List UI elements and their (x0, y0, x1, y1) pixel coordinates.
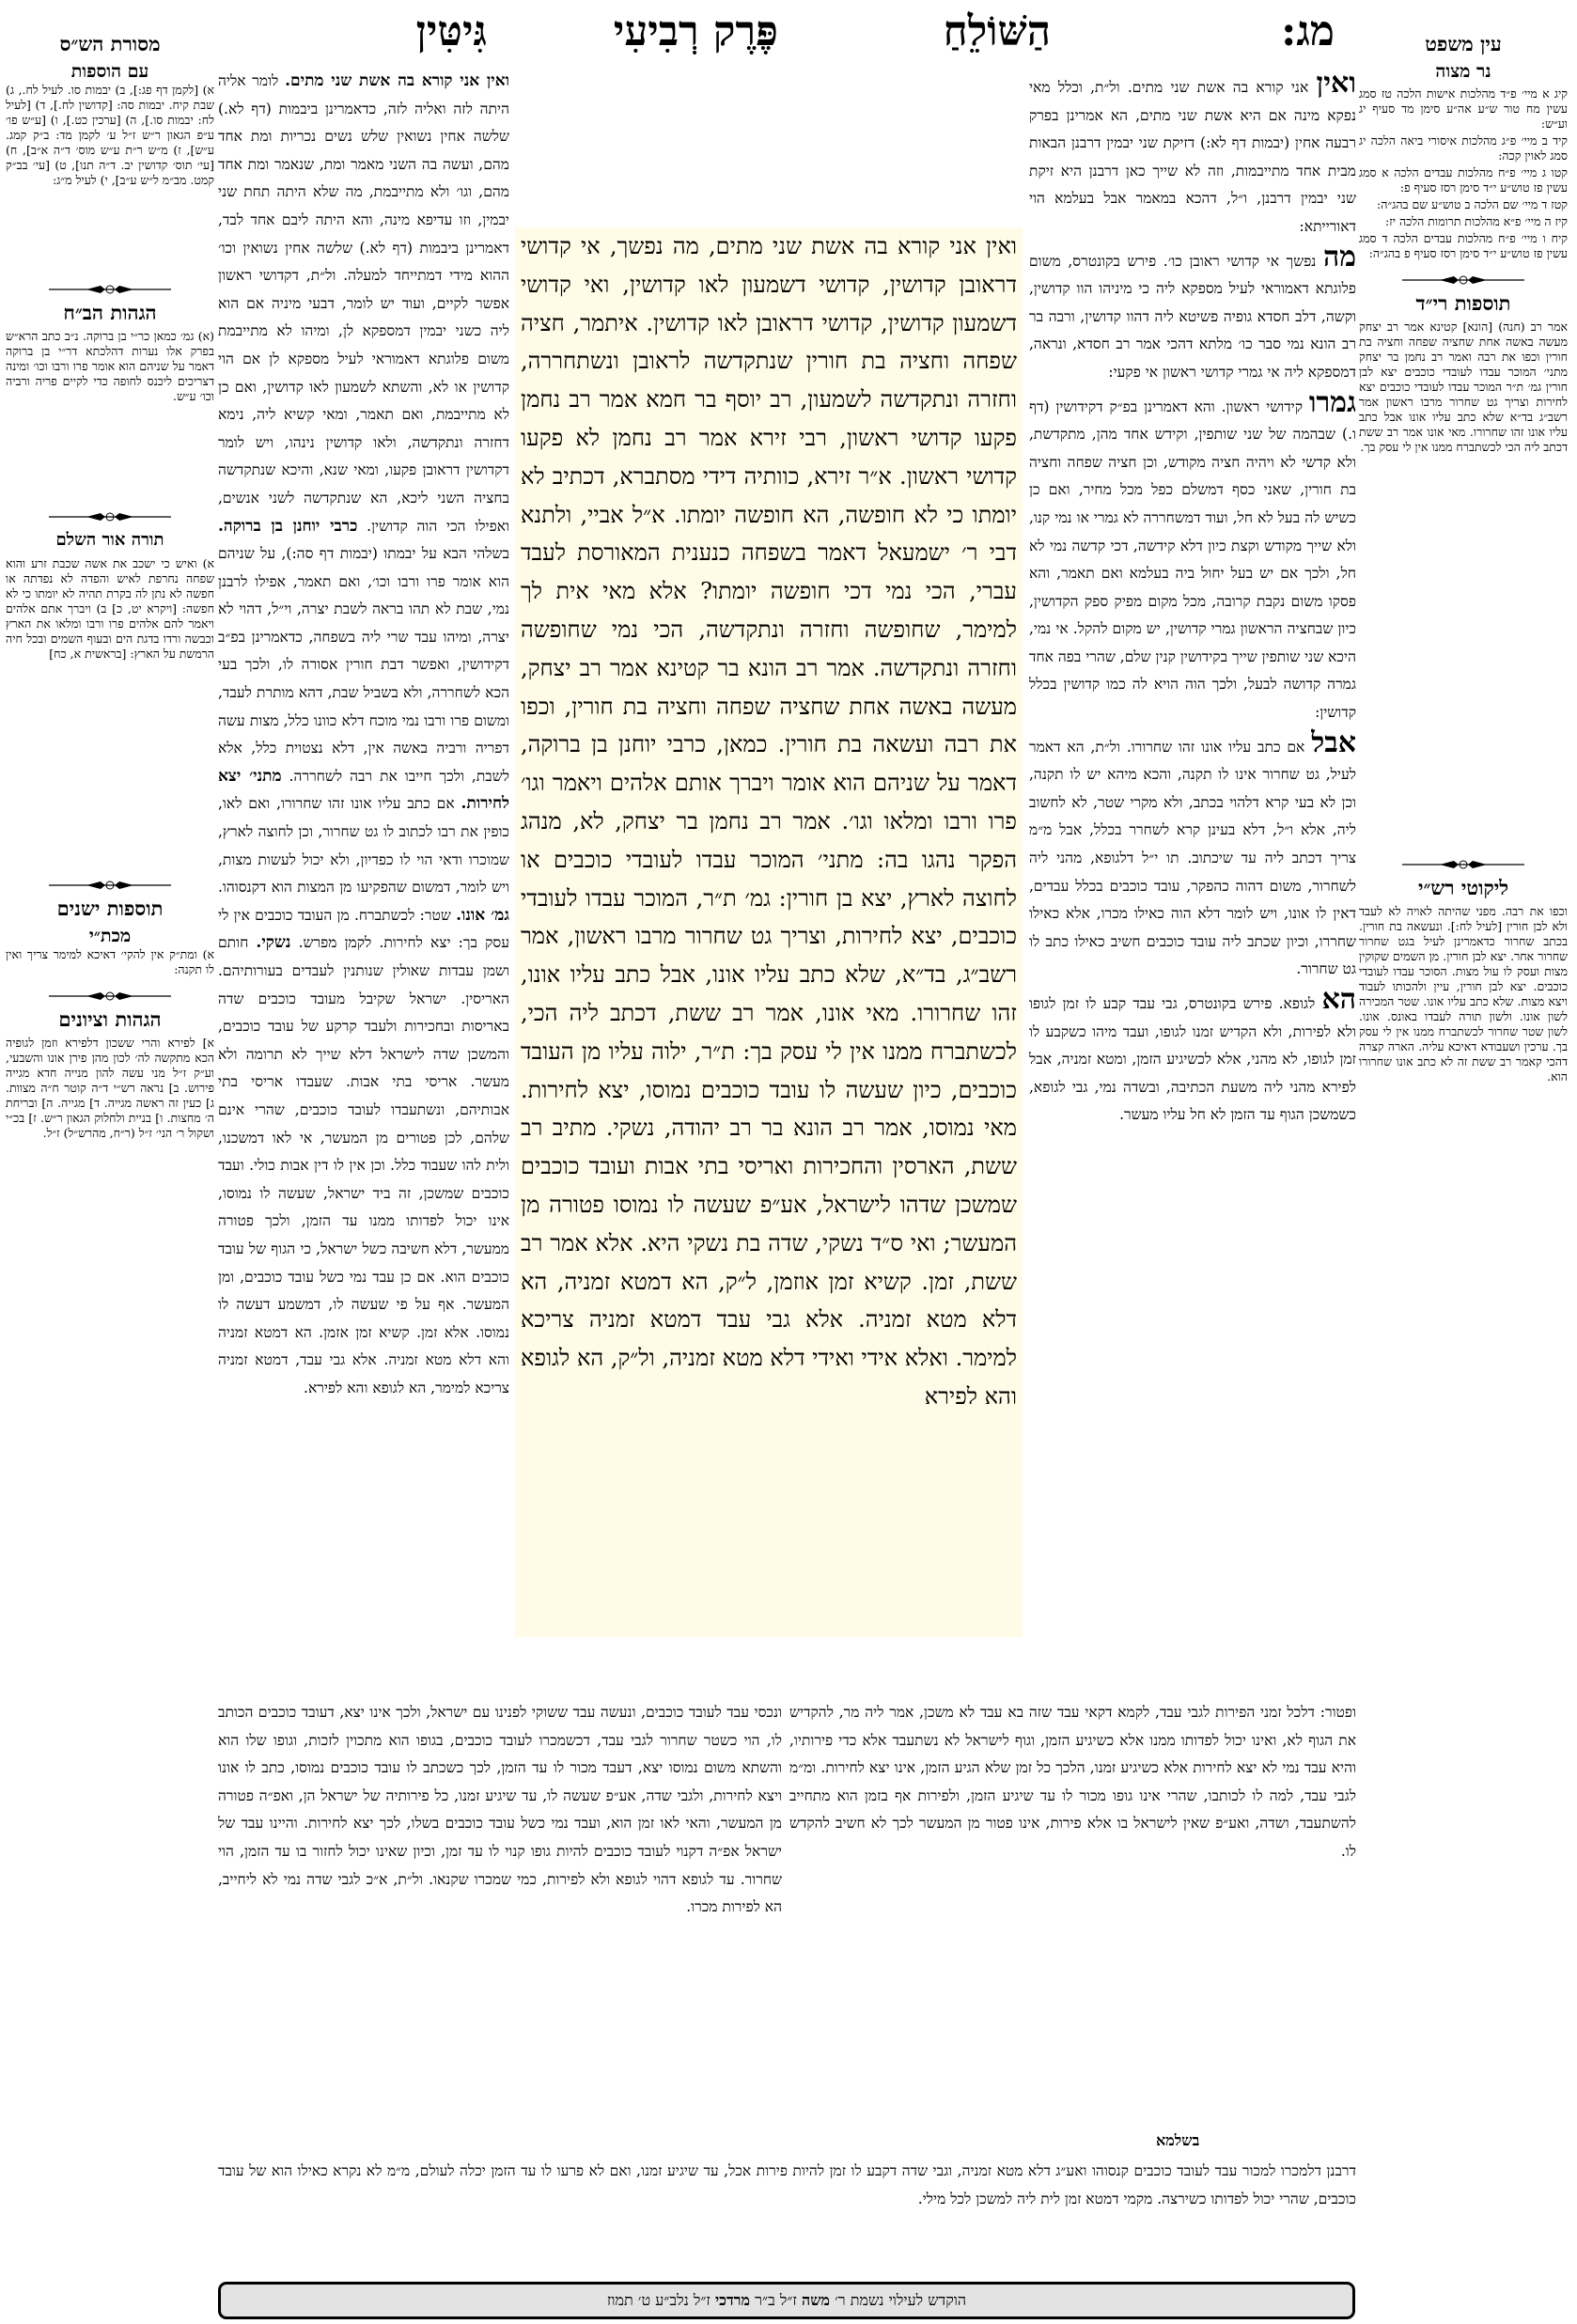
tosafot-text: שטר: לכשתברח. מן העובד כוכבים אין לי עסק בך: יצא לחירות. לקמן מפרש. (218, 906, 509, 952)
tosafot-text: בשלהי הבא על יבמתו (יבמות דף סה:), על שניהם הוא אומר פרו ורבו וכו׳, ואם תאמר, אפילו לרבנן נמי, שבת לא תהו בראה לשבת יצרה, וי״ל, דהוי לא יצרה, ומיהו עבד שרי ליה בשפחה, כדאמרינן בפ״ב דקידושין, ואפשר דבת חורין אסורה לו, ולכך בעי הכא לשחררה, ולא בשביל שבת, דהא מותרת לעבד, ומשום פרו ורבו נמי מוכח דלא כוונו כלל, מצות עשה דפריה ורביה באשה אין, דלא נצטוית כלל, אלא לשבת, ולכך חייבו את רבה לשחררה. (218, 545, 509, 785)
tosafot-text: לומר אליה היתה לזה ואליה לזה, כדאמרינן ביבמות (דף לא.) שלשה אחין נשואין שלש נשים נכריות ומת אחד מהם, ועשה בה השני מאמר ומת, שנאמר ומת אחד מהם, וגו׳ ולא מתייבמת, מה שלא היתה תחת שני יבמין, וזו עדיפא מינה, והא היתה ליבם אחד לבד, דאמרינן ביבמות (דף לא.) שלשה אחין נשואין וכו׳ ההוא מידי דמתייחד למעלה. ול״ת, דקדושי ראשון אפשר לקיים, ועוד יש לומר, דבעי מיניה אם הוא ליה כשני יבמין דמספקא לן, ומיהו לא מתייבמת משום פלוגתא דאמוראי לעיל מספקא לן אם הוי קדושין או לא, והשתא לשמעון לאו קדושין, ואם כן לא מתייבמת, ואם תאמר, ומאי קשיא ליה, נימא דחזרה ונתקדשה, ולאו קדושין נינהו, ויש לומר דקדושין דראובן פקעו, ומאי שנא, והיכא שנתקדשה בחציה השני ליכא, הא שנתקדשה לשני אנשים, ואפילו הכי הוה קדושין. (218, 72, 509, 535)
right-margin (1359, 28, 1568, 2265)
ner-mitzvah-title: נר מצוה (1435, 61, 1491, 82)
rashi-dibur-hamatchil: הא (1321, 983, 1356, 1016)
ornament-divider (49, 511, 171, 523)
tractate-name: גִּיטִּין (415, 8, 487, 55)
ein-mishpat-entry: קטז ד מיי׳ שם הלכה ב טוש״ע שם בהג״ה: (1377, 197, 1568, 211)
chapter-name: הַשּׁוֹלֵחַ (943, 8, 1051, 55)
tosafot-dibur-hamatchil: ואין אני קורא בה אשת שני מתים. (285, 71, 509, 90)
rashi-dibur-hamatchil: גמרו (1308, 385, 1356, 419)
hagahot-vetziyunim-title: הגהות וציונים (58, 1007, 162, 1031)
tosfos-yeshanim-text: א) ומת״ק אין להקי׳ דאיכא למימר צריך ואין לו תקנה: (6, 947, 214, 976)
ein-mishpat-title: עין משפט (1425, 32, 1502, 55)
tosfos-rid-text: אמר רב (חנה) [הונא] קטינא אמר רב יצחק מעשה באשה אחת שחציה שפחה וחציה בת חורין וכפו את רבה ואמר רב נחמן בר יצחק מתני׳ המוכר עבדו לעובדי כוכבים יצא לבן חורין גמ׳ ת״ר המוכר עבדו לעובדי כוכבים יצא לחירות וצריך גט שחרור מרבו ראשון אמר רשב״ג בד״א שלא כתב עליו אונו אבל כתב עליו אונו זהו שחרורו. מאי אונו אמר רב ששת דכתב ליה הכי לכשתברח ממנו אין לי עסק בך. (1359, 320, 1568, 454)
torah-or-text: א) ואיש כי ישכב את אשה שכבת זרע והוא שפחה נחרפת לאיש והפדה לא נפדתה או חפשה לא נתן לה בקרת תהיה לא יומתו כי לא חפשה: [ויקרא יט, כ] ב) ויברך אתם אלהים ויאמר להם אלהים פרו ורבו ומלאו את הארץ וכבשה ורדו בדגת הים ובעוף השמים ובכל חיה הרמשת על הארץ: [בראשית א, כח] (6, 556, 214, 661)
likutei-rashi-title: ליקוטי רש״י (1417, 876, 1509, 899)
ein-mishpat-entry: קיד ב מיי׳ פ״ג מהלכות איסורי ביאה הלכה יג סמג לאוין קכה: (1359, 133, 1568, 163)
ein-mishpat-entry: קיג א מיי׳ פ״ד מהלכות אישות הלכה טז סמג עשין מח טור ש״ע אה״ע סימן מד סעיף יג וע״ש: (1359, 86, 1568, 131)
ornament-divider (1402, 859, 1524, 870)
dedication-banner (218, 2282, 1355, 2319)
ornament-divider (49, 990, 171, 1002)
bottom-final-lines (218, 2158, 1356, 2252)
tosafot-dibur-hamatchil: כרבי יוחנן בן ברוקה. (218, 516, 358, 536)
ornament-divider (49, 880, 171, 891)
tosafot-column (218, 68, 509, 1695)
hagahot-vetziyunim-text: א] לפירא והרי ששכון דלפירא וזמן לגופיה הכא מתקשה לה׳ לכון מהן פירן אונו והשבעי, וע״ק ז״ל מני עשה להון מנייה חדא מגייה פירוש. ב] נראה רש״י ד״ה קוטר ח״ה מצוות. ג] כעין זה ראשה מגייה. ד] מגייה. ה] ובריחת ה׳ מחצות. ו] בניית ולחלוק הגאון ר״ש. ז] בכ״י ושקול ר׳ הני׳ ז״ל (ר״ח, מהרש״ל) ז״ל. (6, 1036, 214, 1140)
tosafot-continuation-text: ונכסי עבד לעובד כוכבים, ונעשה עבד ששוקי לפנינו עם ישראל, ולכך אינו יצא, דעובד כוכבים הכותב לו, הוי כשטר שחרור לגבי עבד, דכשמכרו לעובד כוכבים, בגופו הוא מתכוין לזכות, וגופו שלו הוא והשתא משום נמוסו יצא, דעבד מכור לו עד הזמן, לכך כשכתב לו עובד כוכבים נמוסו, כתב לו אונו ויצא לחירות, ולגבי שדה, אע״פ שעשה לו, עד שיגיע זמנו, כל פירותיה של ישראל הן, ואפ״ה פטורה מן המעשר, והאי לאו זמן הוא, ועבד נמי כשל עובד כוכבים בשלו, לכך יצא לחירות. (218, 1704, 782, 1833)
rashi-text: אם כתב עליו אונו זהו שחרורו. ול״ת, הא דאמר לעיל, גט שחרור אינו לו תקנה, והכא מיהא יש לו תקנה, וכן לא בעי קרא דלהוי בכתב, ולא מקרי שטר, לא לחשוב ליה, אלא ו״ל, דלא בעינן קרא לשחרר בכלל, אבל מ״מ צריך דכתב ליה עד שיכתוב. תו י״ל דלגופא, מהני ליה לשחרור, משום דהוה כהפקר, עובד כוכבים בכלל עבדים, דאין לו אונו, ויש לומר דלא הוה כאילו מכרו, אלא כאילו שחררו, וכיון שכתב ליה עובד כוכבים חשיב כאילו כתב לו גט שחרור. (1029, 738, 1356, 978)
likutei-rashi-text: וכפו את רבה. מפני שהיתה לאויה לא לעבד ולא לבן חורין [לעיל לח:]. ונעשאה בת חורין. בכתב שחרור כדאמרינן לעיל בגט שחרור שחרור אחר. יצא לבן חורין. מן השמים שקוקין מצות ועסק לו עול מצות. הסוכר עבדו לעובדי כוכבים. יצא לבן חורין, עיין ולהכותו לעבוד ויצא מצות. שלא כתב עליו אונו. שטר המכירה לשון אונו. ולשון תורה לעבדו באונס. אונו. לשון שטר שחרור לכשתברח ממנו אין לי עסק בך. ערכין ושעבודא דאיכא עליה. הארה קצרה דהכי קאמר רב ששת זה לא כתב אונו שחרורו הוא. (1359, 904, 1568, 1084)
dedication-middle: ז״ל ב״ר (755, 2291, 797, 2309)
ein-mishpat-entry: קיח ו מיי׳ פ״ח מהלכות עבדים הלכה ד סמג עשין פז טוש״ע י״ד סימן רסז סעיף פ בהג״ה: (1359, 231, 1568, 260)
tosafot-continuation-text: והיינו עבד של ישראל אפ״ה דקנוי לעובד כוכבים להיות גופו קנוי לו עד זמן, וכיון שאינו יכול לחזור בו עד הזמן, הוי שחרור. עד לגופא דהוי לגופא ולא לפירות, כמי שמכרו שקנאו. ול״ת, א״כ לגבי שדה נמי לא ליחייב, הא לפירות מכרו. (218, 1815, 782, 1916)
rashi-text: נפשך אי קדושי ראובן כו׳. פירש בקונטרס, משום פלוגתא דאמוראי לעיל מספקא ליה כי מיניהו הוו קדושין, וקשה, דלב חסדא גופיה פשיטא ליה דהוו קדושין, ורבה בר רב הונא נמי סבר כו׳ מלתא דהכי אמר רב חסדא, ונראה, דמספקא ליה אי גמרי קדושי ראשון אי פקעי: (1029, 252, 1356, 381)
mesoret-hashas-title: מסורת הש״ס (59, 32, 161, 55)
chapter-number: פֶּרֶק רְבִיעִי (613, 8, 778, 55)
gemara-segment: אמר רב הונא בר קטינא אמר רב יצחק, מעשה באשה אחת שחציה שפחה וחציה בת חורין, וכפו את רבה ועשאה בת חורין. כמאן, כרבי יוחנן בן ברוקה, דאמר על שניהם הוא אומר ויברך אותם אלהים ויאמר וגו׳ פרו ורבו ומלאו וגו׳. אמר רב נחמן בר יצחק, לא, מנהג הפקר נהגו בה: מתני׳ המוכר עבדו לעובדי כוכבים או לחוצה לארץ, יצא בן חורין: גמ׳ ת״ר, המוכר עבדו לעובדי כוכבים, יצא לחירות, וצריך גט שחרור מרבו ראשון, אמר רשב״ג, בד״א, שלא כתב עליו אונו, אבל כתב עליו אונו, זהו שחרורו. מאי אונו, אמר רב ששת, דכתב ליה הכי, לכשתברח ממנו אין לי עסק בך: ת״ר, ילוה עליו מן העובד כוכבים, כיון שעשה לו עובד כוכבים נמוסו, יצא לחירות. מאי נמוסו, אמר רב הונא בר רב יהודה, נשקי. מתיב רב ששת, הארסין והחכירות ואריסי בתי אבות ועובד כוכבים שמשכן שדהו לישראל, אע״פ שעשה לו נמוסו פטורה מן המעשר; ואי ס״ד נשקי, שדה בת נשקי היא. אלא אמר רב ששת, זמן. קשיא זמן אוזמן, ל״ק, הא דמטא זמניה, הא דלא מטא זמניה. אלא גבי עבד דמטא זמניה צריכא למימר. ואלא אידי ואידי דלא מטא זמניה, ול״ק, הא לגופא והא לפירא (521, 654, 1018, 1410)
rashi-continuation (789, 1699, 1356, 2122)
tosafot-text: אם כתב עליו אונו זהו שחרורו, ואם לאו, כופין את רבו לכתוב לו גט שחרור, וכן לחוצה לארץ, שמוכרו ודאי הוי לו כפדיון, ולא יכול לעשות מצות, ויש לומר, דמשום שהפקיעו מן המצות הוא דקנסוהו. (218, 795, 509, 897)
hagahot-bach-text: (א) גמ׳ כמאן כר״י בן ברוקה. נ״ב כתב הרא״ש בפרק אלו נערות דהלכתא דר״י בן ברוקה דאמר על שניהם הוא אומר פרו ורבו וכו׳ ומינה דצריכים ליכנס לחופה כדי לקיים פריה ורביה וכו׳ ע״ש. (6, 329, 214, 403)
tosafot-dibur-hamatchil: מתני׳ יצא לחירות. (218, 766, 509, 814)
gemara-text (515, 227, 1023, 1637)
rashi-dibur-hamatchil: ואין (1316, 68, 1356, 100)
rashi-dibur-hamatchil: מה (1322, 240, 1356, 273)
daf-number: מג: (1281, 8, 1335, 55)
siyum-word: בשלמא (1156, 2131, 1200, 2149)
ein-mishpat-entry: קיז ה מיי׳ פ״א מהלכות תרומות הלכה יז: (1385, 214, 1568, 228)
rashi-continuation-text: ופטור: דלכל זמני הפירות לגבי עבד, לקמא דקאי עבד שזה בא עבד לא משכן, אמר ליה מר, להקדיש את הגוף לא, ואינו יכול לפדותו ממנו אלא כשיגיע הזמן, וגוף לישראל לא נשתעבד אלא כדי פירותיו, והיא עבד נמי לא יצא לחירות אלא כשיגיע זמנו, הלכך כל זמן שלא הגיע הזמן, אינו יצא לחירות. ומ״מ לגבי עבד, למה לו לכותבו, שהרי אינו גופו מכור לו עד שיגיע הזמן, ולפירות אף בזמן הוא מתחייב להשתעבד, ושדה, ואע״פ שאין לישראל בו אלא פירות, אינו פטור מן המעשר לכך לא חשיב להקדש לו. (789, 1704, 1356, 1860)
dedication-prefix: הוקדש לעילוי נשמת ר׳ (835, 2291, 967, 2309)
torah-or-title: תורה אור השלם (55, 530, 164, 550)
tosafot-continuation (218, 1699, 782, 2122)
ornament-divider (49, 284, 171, 295)
tosfos-yeshanim-title: תוספות ישנים (56, 897, 164, 920)
rashi-text: קידושי ראשון. והא דאמרינן בפ״ק דקידושין (דף ו.) שבהמה של שני שותפין, וקידש אחד מהן, מתקדשת, ולא קדשי לא ויהיה חציה מקודש, וכן חציה שפחה וחציה בת חורין, שאני כסף דמשלם כפל מכל מחיר, ואם כן כשיש לה בעל לא חל, ועוד דמשחררה לא גמרי או נמי קנו, ולא שייך מקודש וקצת כיון דלא קידשה, דכי קדשה נמי לא חל, ולכך אם יש בעל יחול ביה בעלמא ואם תאמר, והא פסקו משום נקבת קרובה, מכל מקום מפיק ספק הקדושין, כיון שבחציה הראשון גמרי קדושין, יש מקום להקל. אי נמי, היכא שני שותפין שייך בקידושין קנין שלם, שהרי בפה אחד גמרה קדושה לבעל, ולכך הוה הויא לה כמו קדושין בכלל קדושין: (1029, 398, 1356, 722)
mesoret-hashas-text: א) [לקמן דף פג:], ב) יבמות סו. לעיל לח., ג) שבת קיח. יבמות סה: [קדושין לח.], ד) [לעיל לח: יבמות סו.], ה) [ערכין כט.], ו) [ע״ש פו׳ ע״פ הגאון ר״ש ז״ל ע׳ לקמן מד: ב״ק קמג. ע״ש], ז) מ״ש ר״ת ע״ש מוס׳ ד״ה א״ב], ח) [עי׳ תוס׳ קדושין יב. ד״ה תנו], ט) [עי׳ בב״ק קמט. מב״מ ל״ש ע״ב], י) לעיל מ״ג: (6, 83, 214, 187)
tosafot-dibur-hamatchil: נשקי. (256, 933, 291, 953)
rashi-column (1029, 68, 1356, 1695)
dedication-suffix: ז״ל נלב״ע ט׳ תמוז (606, 2291, 710, 2309)
ornament-divider (1402, 274, 1524, 286)
bottom-final-text: דרבנן דלמכרו למכור עבד לעובד כוכבים קנסוהו ואע״ג דלא מטא זמניה, וגבי שדה דקבע לו זמן להיות פירות אכל, עד שיגיע זמנו, ואם לא פרעו לו עד הזמן יכלה לעולם, מ״מ לא נקרא כאילו הוא של עובד כוכבים, שהרי יכול לפדותו כשירצה. מקמי דמטא זמן לית ליה למשכן לכל מילי. (218, 2162, 1356, 2207)
rashi-text: אני קורא בה אשת שני מתים. ול״ת, וכלל מאי נפקא מינה אם היא אשת שני מתים, הא אמרינן בפרק רבעה אחין (יבמות דף לא:) דזיקת שני יבמין דרבנן הבאות מבית אחד מתייבמות, וזה לא שייך כאן דרבנן היא זיקת שני יבמין דרבנן, ו״ל, דהכא במאמר אבל בעלמא הוי דאורייתא: (1029, 79, 1356, 235)
left-margin (6, 28, 214, 2265)
ein-mishpat-entry: קטו ג מיי׳ פ״ח מהלכות עבדים הלכה א סמג עשין פז טוש״ע י״ד סימן רסז סעיף פ: (1359, 165, 1568, 195)
tosfos-rid-title: תוספות רי״ד (1415, 291, 1511, 315)
tosafot-dibur-hamatchil: גמ׳ אונו. (456, 905, 509, 925)
dedication-name-2: מרדכי (714, 2291, 751, 2309)
ein-mishpat-list (1359, 86, 1568, 261)
tosfos-yeshanim-subtitle: מכת״י (88, 926, 132, 946)
gemara-segment: ואין אני קורא בה אשת שני מתים, מה נפשך, אי קדושי דראובן קדושין, קדושי דשמעון לאו קדושין, ואי קדושי דשמעון קדושין, קדושי דראובן לאו קדושין. איתמר, חציה שפחה וחציה בת חורין שנתקדשה לראובן ונשתחררה, וחזרה ונתקדשה לשמעון, רב יוסף בר חמא אמר רב נחמן פקעו קדושי ראשון, רבי זירא אמר רב נחמן לא פקעו קדושי ראשון. א״ר זירא, כוותיה דידי מסתברא, דכתיב לא יומתו כי לא חופשה, הא חופשה יומתו. א״ל אביי, ולתנא דבי ר׳ ישמעאל דאמר בשפחה כנענית המאורסת לעבד עברי, הכי נמי דכי חופשה יומתו? אלא מאי אית לך למימר, שחופשה וחזרה ונתקדשה, הכי נמי שחופשה וחזרה ונתקדשה. (521, 233, 1017, 681)
tosafot-text: חותם ושמן עבדות שאולין שנותנין לעבדים בעורותיהם. האריסין. ישראל שקיבל מעובד כוכבים שדה באריסות ובחכירות ולעבד קרקע של עובד כוכבים, והמשכן שדה לישראל דלא שייך לא תרומה ולא מעשר. אריסי בתי אבות. שעבדו אריסי בתי אבותיהם, ונשתעבדו לעובד כוכבים, שהרי אינם שלהם, לכן פטורים מן המעשר, אי לאו דמשכנו, ולית להו שעבוד כלל. וכן אין לו דין אבות כולי. ועבד כוכבים שמשכן, זה ביד ישראל, שעשה לו נמוסו, אינו יכול לפדותו ממנו עד הזמן, ולכך פטורה ממעשר, דלא חשיבה כשל ישראל, כי הגוף של עובד כוכבים הוא. אם כן עבד נמי כשל עובד כוכבים, ומן המעשר. אף על פי שעשה לו, דמשמע דעשה לו נמוסו. אלא זמן. קשיא זמן אזמן. הא דמטא זמניה והא דלא מטא זמניה. אלא גבי עבד, דמטא זמניה צריכא למימר, הא לגופא והא לפירא. (218, 934, 509, 1396)
rashi-dibur-hamatchil: אבל (1311, 725, 1356, 759)
dedication-name-1: משה (801, 2291, 830, 2309)
rashi-text: לגופא. פירש בקונטרס, גבי עבד קבע לו זמן לגופו ולא לפירות, ולא הקדיש זמנו לגופו, ועבד מיהו כשקבע לו זמן לגופו, לא מהני, אלא לכשיגיע הזמן, ומטא זמניה, אבל לפירא מהני ליה משעת הכתיבה, ובשדה נמי, גבי לגופא, כשמשכן הגוף עד הזמן לא חל עליו מעשר. (1029, 995, 1356, 1124)
mesoret-hashas-subtitle: עם הוספות (70, 61, 149, 82)
hagahot-bach-title: הגהות הב״ח (63, 301, 157, 324)
